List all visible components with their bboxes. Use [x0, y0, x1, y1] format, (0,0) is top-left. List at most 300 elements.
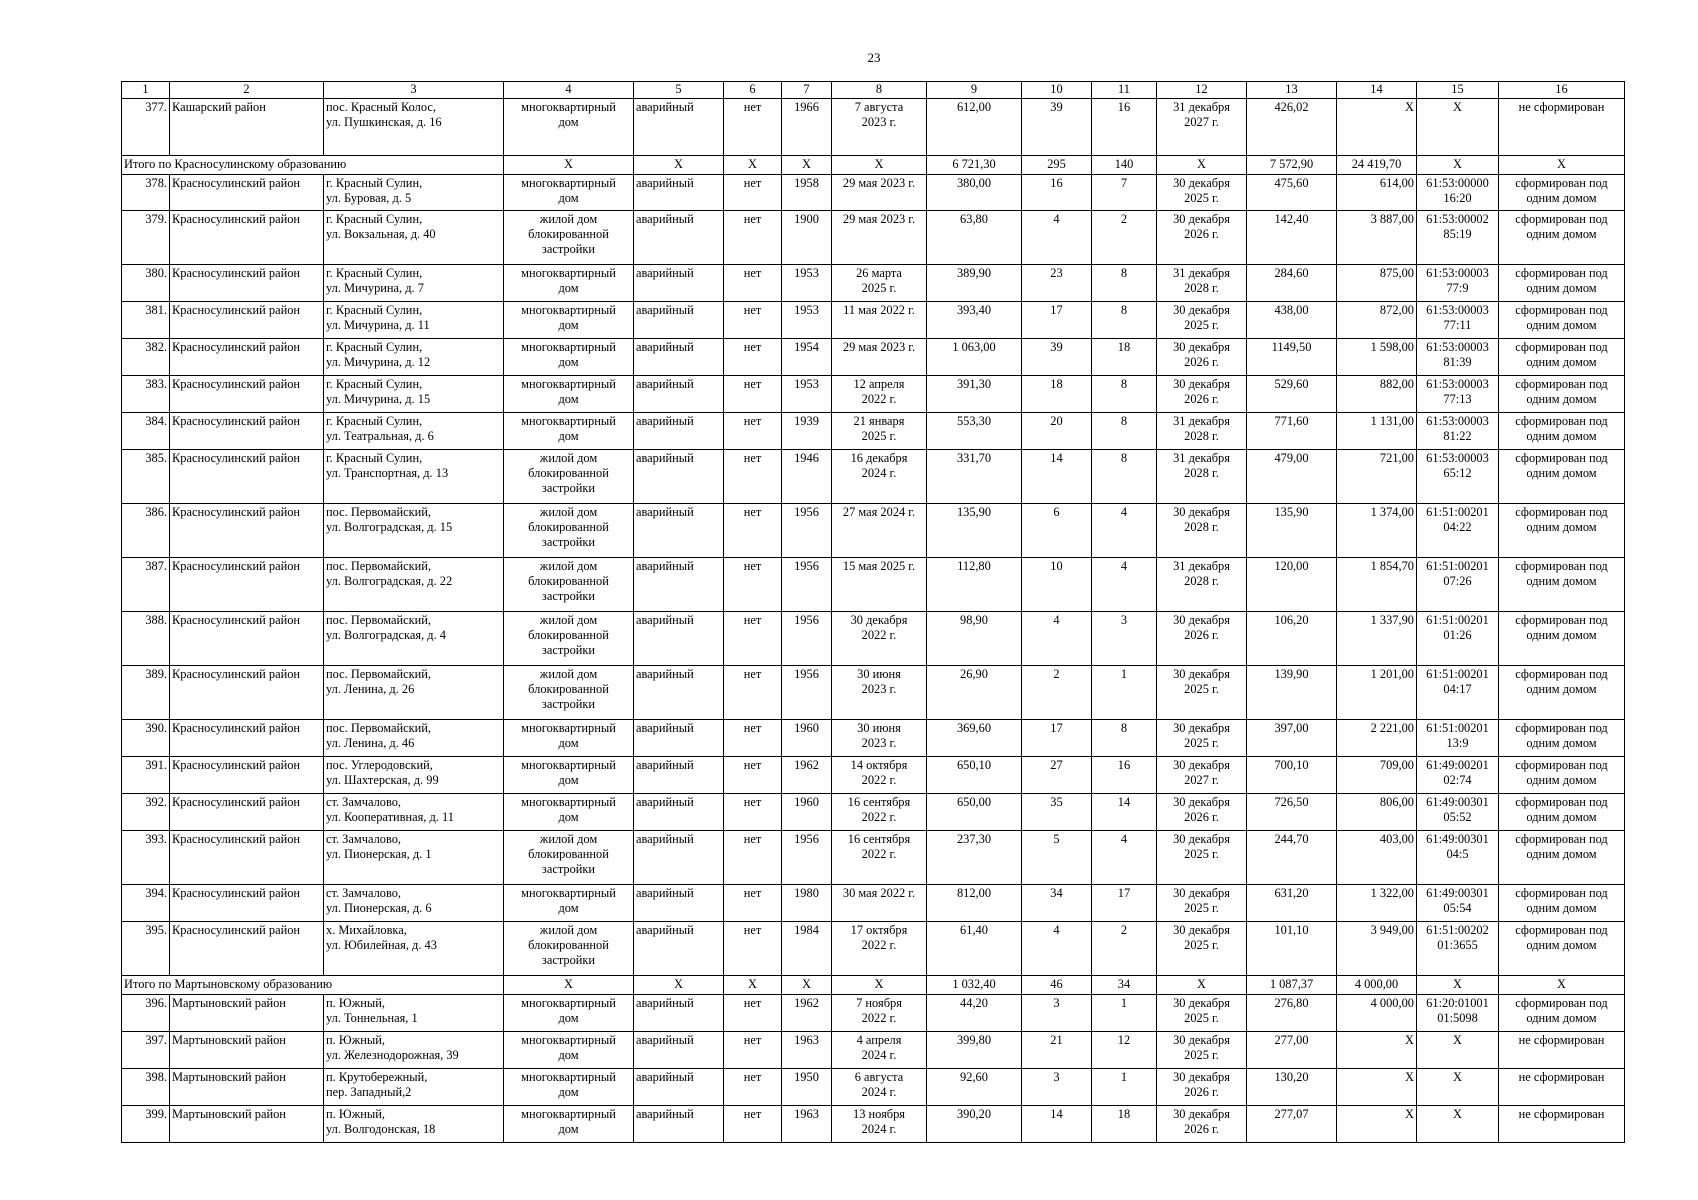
table-cell: 14 октября 2022 г. — [832, 757, 927, 794]
table-cell: 3 949,00 — [1337, 922, 1417, 976]
table-cell: жилой дом блокированной застройки — [504, 211, 634, 265]
registry-table — [121, 81, 1625, 1143]
table-cell: пос. Первомайский, ул. Волгоградская, д. 4 — [324, 612, 504, 666]
table-cell: аварийный — [634, 302, 724, 339]
table-cell: нет — [724, 1069, 782, 1106]
table-cell: аварийный — [634, 831, 724, 885]
table-cell: ст. Замчалово, ул. Пионерская, д. 6 — [324, 885, 504, 922]
table-cell: нет — [724, 1032, 782, 1069]
column-header: 10 — [1022, 82, 1092, 99]
table-cell: 812,00 — [927, 885, 1022, 922]
table-cell: 14 — [1092, 794, 1157, 831]
table-cell: 377. — [122, 99, 170, 156]
table-cell: 31 декабря 2027 г. — [1157, 99, 1247, 156]
table-row — [122, 995, 1625, 1032]
table-cell: аварийный — [634, 1069, 724, 1106]
table-cell: 1 201,00 — [1337, 666, 1417, 720]
table-cell: 35 — [1022, 794, 1092, 831]
table-cell: 30 декабря 2025 г. — [1157, 666, 1247, 720]
table-cell: нет — [724, 720, 782, 757]
table-cell: 61:49:00201 02:74 — [1417, 757, 1499, 794]
table-cell: аварийный — [634, 175, 724, 211]
table-cell: 612,00 — [927, 99, 1022, 156]
table-cell: 61:51:00201 04:22 — [1417, 504, 1499, 558]
table-cell: 276,80 — [1247, 995, 1337, 1032]
table-cell: Красносулинский район — [170, 885, 324, 922]
table-cell: 390,20 — [927, 1106, 1022, 1143]
table-cell: 1 — [1092, 995, 1157, 1032]
table-cell: 61:51:00201 07:26 — [1417, 558, 1499, 612]
table-cell: 18 — [1092, 1106, 1157, 1143]
table-cell: 21 января 2025 г. — [832, 413, 927, 450]
table-cell: 277,07 — [1247, 1106, 1337, 1143]
table-cell: пос. Первомайский, ул. Волгоградская, д. 22 — [324, 558, 504, 612]
table-row — [122, 211, 1625, 265]
table-cell: аварийный — [634, 885, 724, 922]
table-cell: аварийный — [634, 720, 724, 757]
table-cell: не сформирован — [1499, 1032, 1625, 1069]
table-cell: многоквартирный дом — [504, 265, 634, 302]
table-row — [122, 339, 1625, 376]
column-header: 6 — [724, 82, 782, 99]
table-cell: 31 декабря 2028 г. — [1157, 265, 1247, 302]
table-cell: нет — [724, 265, 782, 302]
table-cell: 30 декабря 2026 г. — [1157, 376, 1247, 413]
table-cell: аварийный — [634, 339, 724, 376]
table-cell: 61:53:00003 77:9 — [1417, 265, 1499, 302]
table-cell: 529,60 — [1247, 376, 1337, 413]
table-cell: многоквартирный дом — [504, 376, 634, 413]
table-cell: 61:51:00202 01:3655 — [1417, 922, 1499, 976]
table-cell: многоквартирный дом — [504, 413, 634, 450]
table-cell: 806,00 — [1337, 794, 1417, 831]
table-cell: 1960 — [782, 794, 832, 831]
table-cell: 39 — [1022, 339, 1092, 376]
table-row — [122, 99, 1625, 156]
table-cell: 61:53:00003 77:11 — [1417, 302, 1499, 339]
table-cell: 61:53:00003 65:12 — [1417, 450, 1499, 504]
subtotal-cell: Х — [782, 976, 832, 995]
table-cell: 18 — [1092, 339, 1157, 376]
table-cell: 2 221,00 — [1337, 720, 1417, 757]
table-cell: аварийный — [634, 413, 724, 450]
table-cell: 1 374,00 — [1337, 504, 1417, 558]
table-cell: 14 — [1022, 450, 1092, 504]
table-cell: нет — [724, 885, 782, 922]
table-cell: Красносулинский район — [170, 757, 324, 794]
table-cell: 1956 — [782, 504, 832, 558]
table-row — [122, 413, 1625, 450]
table-cell: сформирован под одним домом — [1499, 504, 1625, 558]
table-cell: 30 июня 2023 г. — [832, 720, 927, 757]
table-cell: сформирован под одним домом — [1499, 922, 1625, 976]
table-row — [122, 1106, 1625, 1143]
column-header: 8 — [832, 82, 927, 99]
table-cell: аварийный — [634, 794, 724, 831]
table-cell: многоквартирный дом — [504, 1069, 634, 1106]
table-cell: 387. — [122, 558, 170, 612]
subtotal-cell: Х — [1417, 976, 1499, 995]
table-cell: многоквартирный дом — [504, 885, 634, 922]
table-cell: 16 сентября 2022 г. — [832, 831, 927, 885]
table-cell: г. Красный Сулин, ул. Мичурина, д. 12 — [324, 339, 504, 376]
page-number: 23 — [867, 50, 881, 65]
table-cell: 21 — [1022, 1032, 1092, 1069]
table-cell: 389. — [122, 666, 170, 720]
table-cell: Красносулинский район — [170, 720, 324, 757]
table-cell: п. Крутобережный, пер. Западный,2 — [324, 1069, 504, 1106]
table-cell: 61,40 — [927, 922, 1022, 976]
table-cell: сформирован под одним домом — [1499, 339, 1625, 376]
table-cell: аварийный — [634, 922, 724, 976]
table-cell: 382. — [122, 339, 170, 376]
table-cell: многоквартирный дом — [504, 995, 634, 1032]
table-cell: сформирован под одним домом — [1499, 666, 1625, 720]
table-cell: 381. — [122, 302, 170, 339]
table-cell: Х — [1417, 1106, 1499, 1143]
table-cell: 1960 — [782, 720, 832, 757]
table-cell: 61:49:00301 05:52 — [1417, 794, 1499, 831]
table-cell: 30 декабря 2026 г. — [1157, 1069, 1247, 1106]
subtotal-cell: Х — [724, 976, 782, 995]
table-cell: нет — [724, 558, 782, 612]
table-cell: г. Красный Сулин, ул. Мичурина, д. 7 — [324, 265, 504, 302]
table-cell: 397. — [122, 1032, 170, 1069]
table-cell: 631,20 — [1247, 885, 1337, 922]
table-cell: 30 декабря 2027 г. — [1157, 757, 1247, 794]
table-row — [122, 1032, 1625, 1069]
table-cell: 1953 — [782, 265, 832, 302]
table-cell: 30 декабря 2026 г. — [1157, 794, 1247, 831]
table-cell: 16 сентября 2022 г. — [832, 794, 927, 831]
table-cell: аварийный — [634, 99, 724, 156]
table-cell: 142,40 — [1247, 211, 1337, 265]
table-cell: 31 декабря 2028 г. — [1157, 558, 1247, 612]
table-cell: 18 — [1022, 376, 1092, 413]
table-cell: 650,00 — [927, 794, 1022, 831]
table-cell: 30 декабря 2028 г. — [1157, 504, 1247, 558]
table-cell: г. Красный Сулин, ул. Транспортная, д. 13 — [324, 450, 504, 504]
table-cell: 8 — [1092, 413, 1157, 450]
table-cell: 120,00 — [1247, 558, 1337, 612]
table-cell: 1 854,70 — [1337, 558, 1417, 612]
table-cell: жилой дом блокированной застройки — [504, 612, 634, 666]
table-cell: 23 — [1022, 265, 1092, 302]
table-cell: 29 мая 2023 г. — [832, 339, 927, 376]
table-cell: 2 — [1092, 922, 1157, 976]
table-cell: Красносулинский район — [170, 558, 324, 612]
table-cell: 30 июня 2023 г. — [832, 666, 927, 720]
table-cell: нет — [724, 666, 782, 720]
subtotal-cell: 24 419,70 — [1337, 156, 1417, 175]
table-cell: Х — [1337, 1106, 1417, 1143]
table-cell: 6 — [1022, 504, 1092, 558]
table-cell: многоквартирный дом — [504, 1032, 634, 1069]
table-cell: 29 мая 2023 г. — [832, 211, 927, 265]
table-cell: сформирован под одним домом — [1499, 720, 1625, 757]
table-cell: 61:53:00002 85:19 — [1417, 211, 1499, 265]
table-cell: сформирован под одним домом — [1499, 794, 1625, 831]
table-cell: 1984 — [782, 922, 832, 976]
table-cell: аварийный — [634, 265, 724, 302]
table-cell: пос. Первомайский, ул. Волгоградская, д. 15 — [324, 504, 504, 558]
table-cell: Х — [1417, 1032, 1499, 1069]
table-cell: Красносулинский район — [170, 794, 324, 831]
table-cell: 3 — [1022, 1069, 1092, 1106]
table-cell: нет — [724, 757, 782, 794]
table-cell: 7 августа 2023 г. — [832, 99, 927, 156]
table-cell: 13 ноября 2024 г. — [832, 1106, 927, 1143]
table-cell: 399,80 — [927, 1032, 1022, 1069]
table-row — [122, 922, 1625, 976]
table-cell: 61:20:01001 01:5098 — [1417, 995, 1499, 1032]
table-cell: п. Южный, ул. Тоннельная, 1 — [324, 995, 504, 1032]
table-cell: 10 — [1022, 558, 1092, 612]
table-cell: 277,00 — [1247, 1032, 1337, 1069]
table-cell: Мартыновский район — [170, 1032, 324, 1069]
subtotal-cell: 7 572,90 — [1247, 156, 1337, 175]
table-cell: 101,10 — [1247, 922, 1337, 976]
subtotal-cell: Х — [504, 156, 634, 175]
table-cell: сформирован под одним домом — [1499, 558, 1625, 612]
table-cell: 875,00 — [1337, 265, 1417, 302]
table-cell: п. Южный, ул. Волгодонская, 18 — [324, 1106, 504, 1143]
table-cell: Мартыновский район — [170, 1106, 324, 1143]
table-cell: многоквартирный дом — [504, 175, 634, 211]
table-cell: 12 апреля 2022 г. — [832, 376, 927, 413]
table-cell: 6 августа 2024 г. — [832, 1069, 927, 1106]
table-cell: 39 — [1022, 99, 1092, 156]
table-cell: нет — [724, 376, 782, 413]
table-cell: 14 — [1022, 1106, 1092, 1143]
table-cell: 403,00 — [1337, 831, 1417, 885]
table-cell: 139,90 — [1247, 666, 1337, 720]
table-row — [122, 831, 1625, 885]
table-cell: 4 — [1092, 831, 1157, 885]
table-cell: 1953 — [782, 376, 832, 413]
table-cell: 1939 — [782, 413, 832, 450]
table-cell: 3 — [1022, 995, 1092, 1032]
table-cell: 61:51:00201 13:9 — [1417, 720, 1499, 757]
table-cell: 2 — [1092, 211, 1157, 265]
column-header: 12 — [1157, 82, 1247, 99]
table-cell: г. Красный Сулин, ул. Вокзальная, д. 40 — [324, 211, 504, 265]
table-cell: 391,30 — [927, 376, 1022, 413]
table-cell: 384. — [122, 413, 170, 450]
table-cell: 1962 — [782, 757, 832, 794]
table-cell: 426,02 — [1247, 99, 1337, 156]
table-cell: Красносулинский район — [170, 504, 324, 558]
table-cell: многоквартирный дом — [504, 720, 634, 757]
table-cell: сформирован под одним домом — [1499, 211, 1625, 265]
table-cell: 771,60 — [1247, 413, 1337, 450]
table-cell: г. Красный Сулин, ул. Мичурина, д. 15 — [324, 376, 504, 413]
table-cell: сформирован под одним домом — [1499, 885, 1625, 922]
table-cell: 398. — [122, 1069, 170, 1106]
subtotal-label: Итого по Красносулинскому образованию — [122, 156, 504, 175]
table-row — [122, 1069, 1625, 1106]
table-cell: 4 — [1092, 504, 1157, 558]
subtotal-cell: 34 — [1092, 976, 1157, 995]
table-cell: аварийный — [634, 504, 724, 558]
column-header: 14 — [1337, 82, 1417, 99]
table-cell: 1963 — [782, 1032, 832, 1069]
table-cell: 5 — [1022, 831, 1092, 885]
table-cell: 1962 — [782, 995, 832, 1032]
column-header: 11 — [1092, 82, 1157, 99]
table-cell: 27 — [1022, 757, 1092, 794]
table-cell: 1946 — [782, 450, 832, 504]
table-cell: нет — [724, 995, 782, 1032]
table-cell: 397,00 — [1247, 720, 1337, 757]
table-cell: 1980 — [782, 885, 832, 922]
table-cell: нет — [724, 450, 782, 504]
table-cell: 237,30 — [927, 831, 1022, 885]
column-header: 13 — [1247, 82, 1337, 99]
table-cell: 17 октября 2022 г. — [832, 922, 927, 976]
table-cell: 1954 — [782, 339, 832, 376]
table-cell: Красносулинский район — [170, 302, 324, 339]
table-cell: 30 мая 2022 г. — [832, 885, 927, 922]
table-cell: аварийный — [634, 211, 724, 265]
table-cell: 17 — [1022, 720, 1092, 757]
column-header-row — [122, 82, 1625, 99]
subtotal-cell: 6 721,30 — [927, 156, 1022, 175]
column-header: 3 — [324, 82, 504, 99]
table-cell: 388. — [122, 612, 170, 666]
table-cell: 8 — [1092, 720, 1157, 757]
table-cell: 553,30 — [927, 413, 1022, 450]
table-cell: 7 ноября 2022 г. — [832, 995, 927, 1032]
table-cell: аварийный — [634, 995, 724, 1032]
table-cell: сформирован под одним домом — [1499, 995, 1625, 1032]
table-cell: 61:53:00003 81:22 — [1417, 413, 1499, 450]
table-cell: жилой дом блокированной застройки — [504, 831, 634, 885]
subtotal-cell: Х — [1417, 156, 1499, 175]
table-cell: ст. Замчалово, ул. Кооперативная, д. 11 — [324, 794, 504, 831]
table-cell: Красносулинский район — [170, 211, 324, 265]
table-row — [122, 175, 1625, 211]
table-cell: 1 598,00 — [1337, 339, 1417, 376]
subtotal-row — [122, 976, 1625, 995]
table-cell: 1956 — [782, 831, 832, 885]
subtotal-cell: Х — [1157, 156, 1247, 175]
table-cell: 395. — [122, 922, 170, 976]
table-cell: 380. — [122, 265, 170, 302]
table-cell: 709,00 — [1337, 757, 1417, 794]
column-header: 2 — [170, 82, 324, 99]
table-cell: 389,90 — [927, 265, 1022, 302]
table-cell: 244,70 — [1247, 831, 1337, 885]
table-row — [122, 794, 1625, 831]
table-cell: 30 декабря 2022 г. — [832, 612, 927, 666]
table-cell: не сформирован — [1499, 99, 1625, 156]
table-cell: 475,60 — [1247, 175, 1337, 211]
table-cell: нет — [724, 99, 782, 156]
table-cell: 721,00 — [1337, 450, 1417, 504]
table-cell: 8 — [1092, 450, 1157, 504]
table-cell: сформирован под одним домом — [1499, 612, 1625, 666]
subtotal-cell: Х — [1157, 976, 1247, 995]
table-cell: 614,00 — [1337, 175, 1417, 211]
table-cell: 882,00 — [1337, 376, 1417, 413]
table-cell: 61:51:00201 04:17 — [1417, 666, 1499, 720]
table-row — [122, 450, 1625, 504]
table-cell: 3 887,00 — [1337, 211, 1417, 265]
table-cell: 390. — [122, 720, 170, 757]
table-cell: пос. Красный Колос, ул. Пушкинская, д. 16 — [324, 99, 504, 156]
table-cell: 1956 — [782, 612, 832, 666]
table-cell: сформирован под одним домом — [1499, 757, 1625, 794]
table-cell: Х — [1337, 1069, 1417, 1106]
table-cell: аварийный — [634, 666, 724, 720]
table-cell: 386. — [122, 504, 170, 558]
subtotal-cell: Х — [1499, 976, 1625, 995]
subtotal-label: Итого по Мартыновскому образованию — [122, 976, 504, 995]
table-cell: Мартыновский район — [170, 1069, 324, 1106]
table-cell: 30 декабря 2025 г. — [1157, 922, 1247, 976]
table-cell: 63,80 — [927, 211, 1022, 265]
table-cell: 61:51:00201 01:26 — [1417, 612, 1499, 666]
table-cell: 726,50 — [1247, 794, 1337, 831]
table-cell: Красносулинский район — [170, 831, 324, 885]
table-row — [122, 885, 1625, 922]
table-cell: нет — [724, 1106, 782, 1143]
table-cell: аварийный — [634, 612, 724, 666]
table-cell: 396. — [122, 995, 170, 1032]
table-cell: 30 декабря 2025 г. — [1157, 885, 1247, 922]
table-cell: 4 апреля 2024 г. — [832, 1032, 927, 1069]
table-cell: аварийный — [634, 450, 724, 504]
table-cell: 392. — [122, 794, 170, 831]
table-cell: 61:49:00301 05:54 — [1417, 885, 1499, 922]
table-cell: 30 декабря 2025 г. — [1157, 1032, 1247, 1069]
subtotal-cell: Х — [832, 156, 927, 175]
table-cell: жилой дом блокированной застройки — [504, 666, 634, 720]
table-cell: 30 декабря 2025 г. — [1157, 302, 1247, 339]
table-cell: 1953 — [782, 302, 832, 339]
table-cell: 399. — [122, 1106, 170, 1143]
table-cell: 1 063,00 — [927, 339, 1022, 376]
table-cell: 30 декабря 2026 г. — [1157, 612, 1247, 666]
table-row — [122, 302, 1625, 339]
subtotal-row — [122, 156, 1625, 175]
table-cell: 383. — [122, 376, 170, 413]
table-cell: 4 — [1092, 558, 1157, 612]
table-cell: нет — [724, 794, 782, 831]
table-cell: не сформирован — [1499, 1069, 1625, 1106]
table-row — [122, 376, 1625, 413]
table-cell: Красносулинский район — [170, 175, 324, 211]
subtotal-cell: Х — [1499, 156, 1625, 175]
table-cell: Красносулинский район — [170, 413, 324, 450]
table-cell: 378. — [122, 175, 170, 211]
table-cell: 1149,50 — [1247, 339, 1337, 376]
table-cell: 30 декабря 2025 г. — [1157, 720, 1247, 757]
table-row — [122, 757, 1625, 794]
table-cell: 106,20 — [1247, 612, 1337, 666]
table-cell: 30 декабря 2026 г. — [1157, 339, 1247, 376]
table-cell: 15 мая 2025 г. — [832, 558, 927, 612]
table-cell: п. Южный, ул. Железнодорожная, 39 — [324, 1032, 504, 1069]
table-cell: 393,40 — [927, 302, 1022, 339]
table-cell: аварийный — [634, 376, 724, 413]
table-cell: 20 — [1022, 413, 1092, 450]
column-header: 4 — [504, 82, 634, 99]
table-cell: 1 — [1092, 666, 1157, 720]
table-cell: сформирован под одним домом — [1499, 450, 1625, 504]
subtotal-cell: Х — [634, 976, 724, 995]
